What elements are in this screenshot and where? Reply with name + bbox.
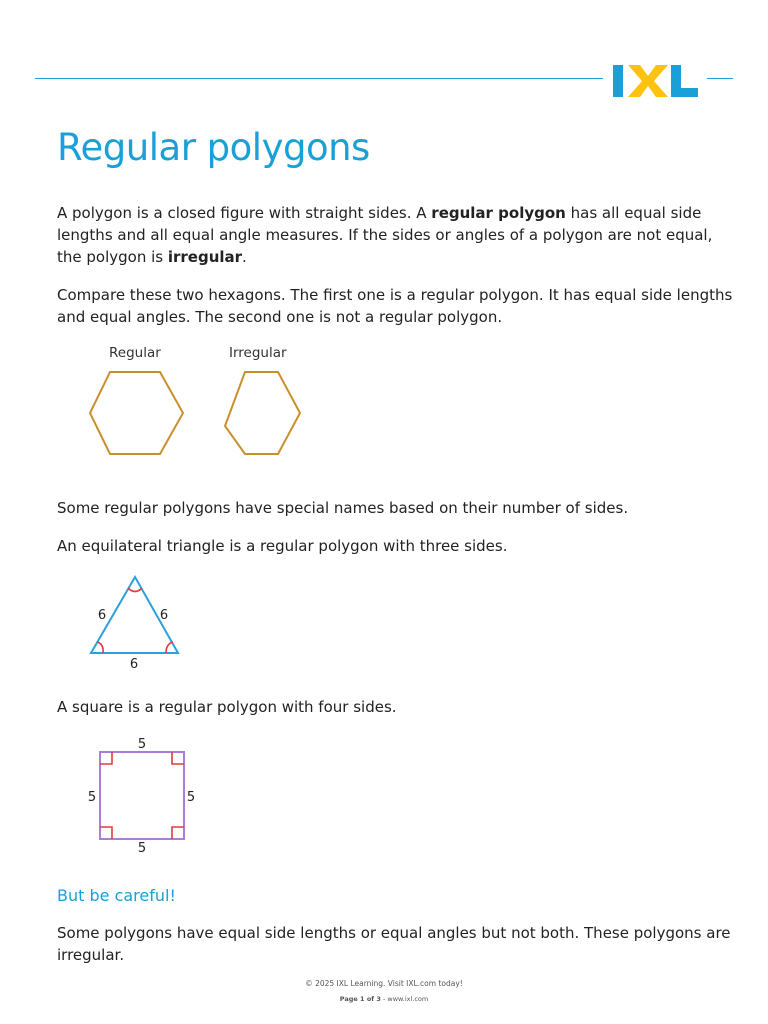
- square-paragraph: A square is a regular polygon with four sides.: [57, 698, 397, 716]
- footer-separator: -: [380, 995, 388, 1003]
- irregular-label: Irregular: [229, 345, 287, 361]
- square-shape: [100, 752, 184, 839]
- triangle-left-angle: [97, 642, 103, 653]
- triangle-top-angle: [128, 588, 142, 592]
- footer-site-link[interactable]: www.ixl.com: [387, 995, 429, 1003]
- careful-paragraph: Some polygons have equal side lengths or equal angles but not both. These polygons are irregular.: [57, 924, 731, 964]
- header-rule: [35, 78, 603, 79]
- irregular-hexagon: [225, 372, 300, 454]
- regular-hexagon: [90, 372, 183, 454]
- special-names-paragraph: Some regular polygons have special names based on their number of sides.: [57, 499, 629, 517]
- square-angle-bottom-right: [172, 827, 184, 839]
- header-rule-right: [707, 78, 733, 79]
- page-title: Regular polygons: [57, 126, 370, 169]
- term-irregular: irregular: [167, 248, 243, 266]
- careful-heading: But be careful!: [57, 886, 176, 905]
- square-side-top: 5: [137, 737, 147, 752]
- ixl-logo: [611, 64, 701, 98]
- intro-text-b: has all equal side lengths and all equal angle measures. If the sides or angles of a polygon are not equal, the polygon is: [57, 204, 713, 266]
- triangle-side-right: 6: [159, 608, 169, 623]
- square-angle-top-right: [172, 752, 184, 764]
- equilateral-triangle-figure: [80, 570, 200, 675]
- intro-text-a: A polygon is a closed figure with straight sides. A: [57, 204, 432, 222]
- triangle-side-left: 6: [97, 608, 107, 623]
- square-side-left: 5: [87, 790, 97, 805]
- intro-paragraph: [57, 202, 737, 268]
- square-angle-top-left: [100, 752, 112, 764]
- square-side-bottom: 5: [137, 841, 147, 856]
- footer-page-info: [0, 995, 768, 1003]
- square-side-right: 5: [186, 790, 196, 805]
- triangle-paragraph: An equilateral triangle is a regular polygon with three sides.: [57, 537, 508, 555]
- square-angle-bottom-left: [100, 827, 112, 839]
- regular-label: Regular: [109, 345, 161, 361]
- hexagon-figures: [80, 362, 320, 462]
- intro-text-c: .: [242, 248, 247, 266]
- footer-copyright: © 2025 IXL Learning. Visit IXL.com today!: [305, 979, 463, 988]
- term-regular-polygon: regular polygon: [431, 204, 566, 222]
- triangle-side-bottom: 6: [129, 657, 139, 672]
- footer-page-number: Page 1 of 3: [339, 995, 381, 1003]
- square-figure: [80, 732, 210, 857]
- compare-paragraph: Compare these two hexagons. The first one is a regular polygon. It has equal side lengths and equal angles. The second one is not a regular polygon.: [57, 286, 733, 326]
